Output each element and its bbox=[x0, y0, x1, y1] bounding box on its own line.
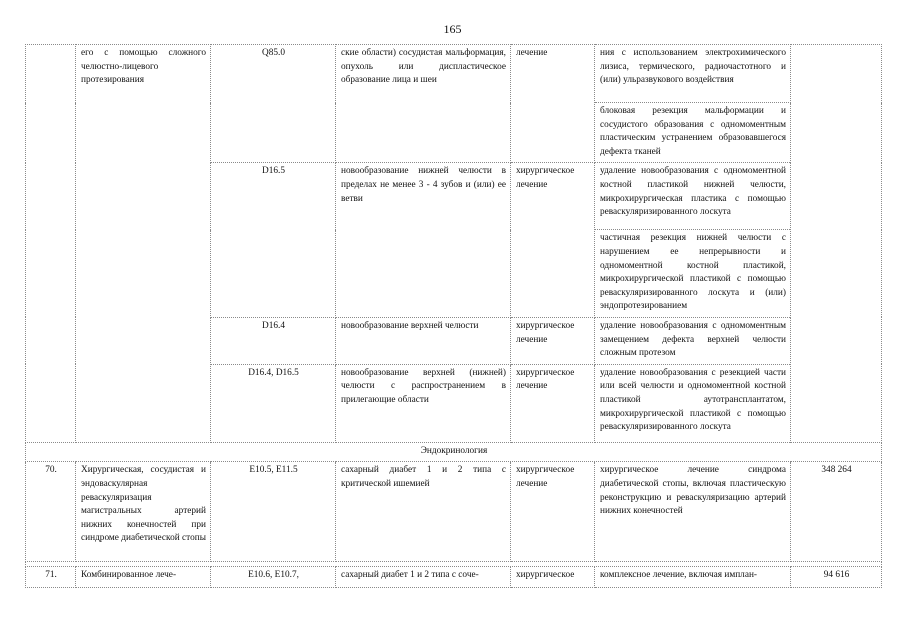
section-row bbox=[26, 442, 882, 462]
icd-code-cell: Q85.0 bbox=[211, 45, 336, 163]
page-number: 165 bbox=[443, 22, 462, 36]
table-row bbox=[26, 567, 882, 588]
cost-cell: 94 616 bbox=[791, 567, 882, 588]
patient-model-cell: новообразование верхней челюсти bbox=[336, 317, 511, 364]
treatment-kind-cell: хирургическое лечение bbox=[511, 317, 595, 364]
patient-model-cell: сахарный диабет 1 и 2 типа с соче- bbox=[336, 567, 511, 588]
patient-model-cell: ские области) сосудистая мальформация, опухоль или диспластическое образование лица и шеи bbox=[336, 45, 511, 163]
treatment-method-cell: удаление новообразования с одномоментной костной пластикой нижней челюсти, микрохирургическая пластика с помощью реваскуляризированного лоскута bbox=[595, 163, 791, 230]
treatment-method-cell: ния с использованием электрохимического лизиса, термического, радиочастотного и (или) ульразвукового воздействия bbox=[595, 45, 791, 103]
treatment-method-cell: удаление новообразования с резекцией части или всей челюсти и одномоментной костной пластикой аутотрансплантатом, микрохирургической пластикой с помощью реваскуляризированного лоскута bbox=[595, 364, 791, 442]
treatment-method-cell: хирургическое лечение синдрома диабетической стопы, включая пластическую реконструкцию и реваскуляризацию артерий нижних конечностей bbox=[595, 462, 791, 562]
number-cell: 71. bbox=[26, 567, 76, 588]
cost-cell bbox=[791, 45, 882, 443]
treatment-method-cell: частичная резекция нижней челюсти с нарушением ее непрерывности и одномоментной костной пластикой, микрохирургической пластикой с помощью реваскуляризированного лоскута и (или) эндопротезированием bbox=[595, 230, 791, 318]
icd-code-cell: D16.5 bbox=[211, 163, 336, 318]
treatment-method-cell: блоковая резекция мальформации и сосудистого образования с одномоментным пластическим устранением образовавшегося дефекта тканей bbox=[595, 103, 791, 163]
icd-code-cell: E10.6, E10.7, bbox=[211, 567, 336, 588]
treatment-kind-cell: хирургическое bbox=[511, 567, 595, 588]
method-name-cell: Комбинированное лече- bbox=[76, 567, 211, 588]
icd-code-cell: D16.4 bbox=[211, 317, 336, 364]
number-cell bbox=[26, 45, 76, 443]
icd-code-cell: D16.4, D16.5 bbox=[211, 364, 336, 442]
treatment-kind-cell: хирургическое лечение bbox=[511, 364, 595, 442]
treatment-kind-cell: лечение bbox=[511, 45, 595, 163]
treatment-kind-cell: хирургическое лечение bbox=[511, 462, 595, 562]
method-name-cell: его с помощью сложного челюстно-лицевого протезирования bbox=[76, 45, 211, 443]
method-name-cell: Хирургическая, сосудистая и эндоваскулярная реваскуляризация магистральных артерий нижних конечностей при синдроме диабетической стопы bbox=[76, 462, 211, 562]
treatment-method-cell: комплексное лечение, включая имплан- bbox=[595, 567, 791, 588]
patient-model-cell: сахарный диабет 1 и 2 типа с критической ишемией bbox=[336, 462, 511, 562]
medical-care-table bbox=[25, 44, 882, 588]
patient-model-cell: новообразование нижней челюсти в пределах не менее 3 - 4 зубов и (или) ее ветви bbox=[336, 163, 511, 318]
number-cell: 70. bbox=[26, 462, 76, 562]
treatment-kind-cell: хирургическое лечение bbox=[511, 163, 595, 318]
table-row bbox=[26, 462, 882, 562]
cost-cell: 348 264 bbox=[791, 462, 882, 562]
icd-code-cell: E10.5, E11.5 bbox=[211, 462, 336, 562]
patient-model-cell: новообразование верхней (нижней) челюсти с распространением в прилегающие области bbox=[336, 364, 511, 442]
table-row bbox=[26, 45, 882, 103]
section-heading: Эндокринология bbox=[26, 442, 882, 462]
treatment-method-cell: удаление новообразования с одномоментным замещением дефекта верхней челюсти сложным протезом bbox=[595, 317, 791, 364]
